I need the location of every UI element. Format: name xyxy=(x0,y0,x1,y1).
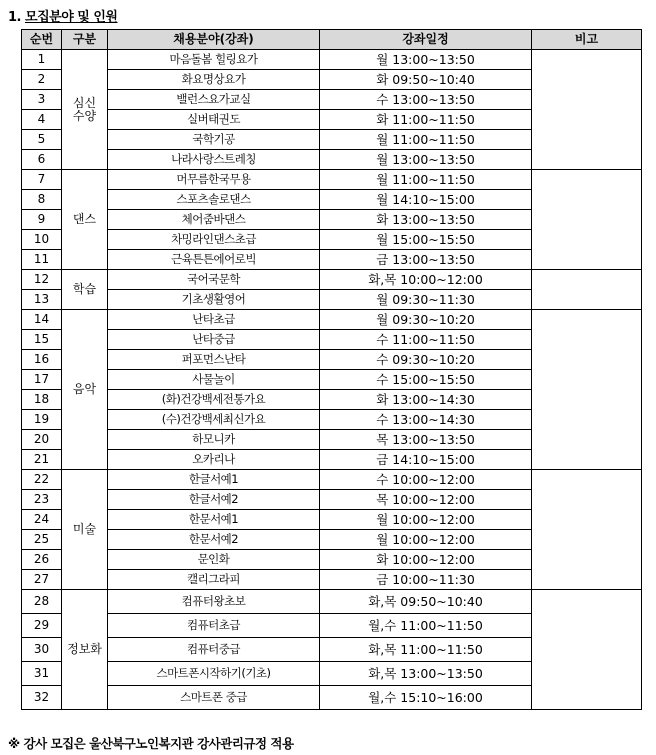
cell-seq: 5 xyxy=(22,130,62,150)
cell-course: 국학기공 xyxy=(108,130,320,150)
recruitment-table xyxy=(21,29,642,710)
cell-remarks xyxy=(532,590,642,710)
cell-schedule: 월 14:10~15:00 xyxy=(320,190,532,210)
cell-schedule: 화 13:00~13:50 xyxy=(320,210,532,230)
header-course: 채용분야(강좌) xyxy=(108,30,320,50)
cell-course: 한문서예1 xyxy=(108,510,320,530)
cell-remarks xyxy=(532,270,642,310)
cell-seq: 6 xyxy=(22,150,62,170)
header-seq: 순번 xyxy=(22,30,62,50)
cell-remarks xyxy=(532,470,642,590)
cell-schedule: 월 13:00~13:50 xyxy=(320,50,532,70)
cell-course: 스포츠솔로댄스 xyxy=(108,190,320,210)
cell-category: 학습 xyxy=(62,270,108,310)
cell-seq: 13 xyxy=(22,290,62,310)
cell-course: (수)건강백세최신가요 xyxy=(108,410,320,430)
cell-seq: 16 xyxy=(22,350,62,370)
cell-course: 난타초급 xyxy=(108,310,320,330)
cell-schedule: 화 10:00~12:00 xyxy=(320,550,532,570)
cell-course: 화요명상요가 xyxy=(108,70,320,90)
cell-seq: 1 xyxy=(22,50,62,70)
cell-course: 하모니카 xyxy=(108,430,320,450)
table-row xyxy=(22,470,642,490)
cell-course: 실버태권도 xyxy=(108,110,320,130)
cell-category: 정보화 xyxy=(62,590,108,710)
cell-seq: 31 xyxy=(22,662,62,686)
cell-course: 나라사랑스트레칭 xyxy=(108,150,320,170)
cell-schedule: 월 13:00~13:50 xyxy=(320,150,532,170)
table-row xyxy=(22,50,642,70)
cell-schedule: 화,목 13:00~13:50 xyxy=(320,662,532,686)
cell-seq: 9 xyxy=(22,210,62,230)
table-header-row xyxy=(22,30,642,50)
cell-course: 문인화 xyxy=(108,550,320,570)
table-row xyxy=(22,170,642,190)
cell-seq: 10 xyxy=(22,230,62,250)
cell-schedule: 화 13:00~14:30 xyxy=(320,390,532,410)
cell-seq: 20 xyxy=(22,430,62,450)
cell-category: 댄스 xyxy=(62,170,108,270)
cell-schedule: 금 13:00~13:50 xyxy=(320,250,532,270)
cell-seq: 12 xyxy=(22,270,62,290)
cell-seq: 32 xyxy=(22,686,62,710)
cell-course: 밸런스요가교실 xyxy=(108,90,320,110)
header-schedule: 강좌일정 xyxy=(320,30,532,50)
cell-seq: 2 xyxy=(22,70,62,90)
cell-schedule: 화,목 09:50~10:40 xyxy=(320,590,532,614)
cell-schedule: 월,수 11:00~11:50 xyxy=(320,614,532,638)
cell-course: 컴퓨터중급 xyxy=(108,638,320,662)
cell-schedule: 월 15:00~15:50 xyxy=(320,230,532,250)
table-row xyxy=(22,310,642,330)
cell-course: 근육튼튼에어로빅 xyxy=(108,250,320,270)
cell-seq: 4 xyxy=(22,110,62,130)
cell-schedule: 수 15:00~15:50 xyxy=(320,370,532,390)
cell-course: 국어국문학 xyxy=(108,270,320,290)
cell-seq: 11 xyxy=(22,250,62,270)
cell-seq: 22 xyxy=(22,470,62,490)
cell-schedule: 수 09:30~10:20 xyxy=(320,350,532,370)
cell-seq: 27 xyxy=(22,570,62,590)
cell-seq: 3 xyxy=(22,90,62,110)
cell-seq: 15 xyxy=(22,330,62,350)
cell-course: 기초생활영어 xyxy=(108,290,320,310)
cell-schedule: 월 09:30~10:20 xyxy=(320,310,532,330)
footnote: ※ 강사 모집은 울산북구노인복지관 강사관리규정 적용 xyxy=(8,736,294,751)
cell-course: 한문서예2 xyxy=(108,530,320,550)
cell-seq: 18 xyxy=(22,390,62,410)
cell-seq: 17 xyxy=(22,370,62,390)
cell-course: 머무름한국무용 xyxy=(108,170,320,190)
cell-category: 심신 수양 xyxy=(62,50,108,170)
section-number: 1. xyxy=(8,10,21,25)
cell-seq: 25 xyxy=(22,530,62,550)
cell-remarks xyxy=(532,170,642,270)
cell-schedule: 수 10:00~12:00 xyxy=(320,470,532,490)
cell-course: 스마트폰시작하기(기초) xyxy=(108,662,320,686)
cell-schedule: 화,목 10:00~12:00 xyxy=(320,270,532,290)
cell-schedule: 화,목 11:00~11:50 xyxy=(320,638,532,662)
cell-category: 미술 xyxy=(62,470,108,590)
cell-remarks xyxy=(532,50,642,170)
cell-seq: 23 xyxy=(22,490,62,510)
header-remarks: 비고 xyxy=(532,30,642,50)
cell-course: 한글서예1 xyxy=(108,470,320,490)
cell-seq: 30 xyxy=(22,638,62,662)
section-title-text: 모집분야 및 인원 xyxy=(25,10,118,25)
cell-course: 체어줌바댄스 xyxy=(108,210,320,230)
cell-seq: 19 xyxy=(22,410,62,430)
cell-course: 마음돌봄 힐링요가 xyxy=(108,50,320,70)
cell-schedule: 월,수 15:10~16:00 xyxy=(320,686,532,710)
cell-schedule: 월 10:00~12:00 xyxy=(320,510,532,530)
table-row xyxy=(22,270,642,290)
cell-schedule: 화 11:00~11:50 xyxy=(320,110,532,130)
cell-remarks xyxy=(532,310,642,470)
cell-course: 스마트폰 중급 xyxy=(108,686,320,710)
cell-schedule: 목 10:00~12:00 xyxy=(320,490,532,510)
cell-seq: 8 xyxy=(22,190,62,210)
cell-category: 음악 xyxy=(62,310,108,470)
cell-schedule: 수 11:00~11:50 xyxy=(320,330,532,350)
cell-schedule: 월 11:00~11:50 xyxy=(320,170,532,190)
cell-course: 난타중급 xyxy=(108,330,320,350)
cell-schedule: 수 13:00~13:50 xyxy=(320,90,532,110)
cell-course: 오카리나 xyxy=(108,450,320,470)
cell-schedule: 수 13:00~14:30 xyxy=(320,410,532,430)
cell-course: 차밍라인댄스초급 xyxy=(108,230,320,250)
cell-course: 사물놀이 xyxy=(108,370,320,390)
cell-seq: 28 xyxy=(22,590,62,614)
cell-seq: 26 xyxy=(22,550,62,570)
table-row xyxy=(22,590,642,614)
cell-seq: 21 xyxy=(22,450,62,470)
cell-schedule: 화 09:50~10:40 xyxy=(320,70,532,90)
cell-course: 퍼포먼스난타 xyxy=(108,350,320,370)
header-category: 구분 xyxy=(62,30,108,50)
cell-schedule: 월 09:30~11:30 xyxy=(320,290,532,310)
cell-seq: 29 xyxy=(22,614,62,638)
cell-course: 캘리그라피 xyxy=(108,570,320,590)
cell-course: 한글서예2 xyxy=(108,490,320,510)
cell-schedule: 금 14:10~15:00 xyxy=(320,450,532,470)
cell-seq: 24 xyxy=(22,510,62,530)
cell-schedule: 월 10:00~12:00 xyxy=(320,530,532,550)
cell-seq: 14 xyxy=(22,310,62,330)
cell-course: (화)건강백세전통가요 xyxy=(108,390,320,410)
cell-course: 컴퓨터초급 xyxy=(108,614,320,638)
cell-course: 컴퓨터왕초보 xyxy=(108,590,320,614)
table-body xyxy=(22,50,642,710)
cell-schedule: 목 13:00~13:50 xyxy=(320,430,532,450)
cell-schedule: 월 11:00~11:50 xyxy=(320,130,532,150)
section-title xyxy=(8,6,117,25)
cell-schedule: 금 10:00~11:30 xyxy=(320,570,532,590)
cell-seq: 7 xyxy=(22,170,62,190)
